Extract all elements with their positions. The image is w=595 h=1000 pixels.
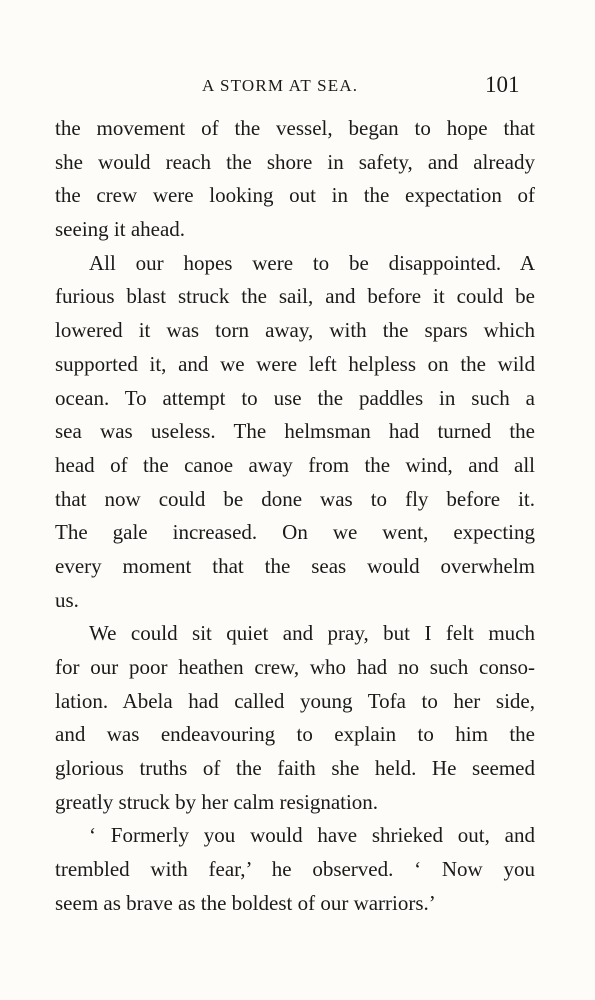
text-line: the crew were looking out in the expectation of — [55, 183, 535, 208]
text-line: she would reach the shore in safety, and already — [55, 149, 535, 174]
text-line: for our poor heathen crew, who had no such conso- — [55, 655, 535, 679]
text-line: We could sit quiet and pray, but I felt much — [89, 621, 535, 646]
text-line: All our hopes were to be disappointed. A — [89, 250, 535, 275]
text-line: The gale increased. On we went, expecting — [55, 520, 535, 545]
text-line: lowered it was torn away, with the spars which — [55, 318, 535, 343]
text-line: seeing it ahead. — [55, 217, 186, 242]
text-line: glorious truths of the faith she held. He seemed — [55, 756, 535, 781]
text-line: supported it, and we were left helpless on the wild — [55, 351, 535, 376]
text-line: ‘ Formerly you would have shrieked out, and — [89, 823, 535, 848]
text-line: ocean. To attempt to use the paddles in such a — [55, 385, 535, 410]
text-line: head of the canoe away from the wind, and all — [55, 452, 535, 477]
chapter-running-title: A STORM AT SEA. — [202, 76, 359, 95]
text-line: trembled with fear,’ he observed. ‘ Now you — [55, 857, 535, 882]
text-line: the movement of the vessel, began to hope that — [55, 116, 535, 140]
page-number: 101 — [485, 72, 520, 97]
body-text — [55, 112, 535, 921]
text-line: us. — [55, 587, 79, 612]
text-line: seem as brave as the boldest of our warriors.’ — [55, 890, 436, 915]
text-line: furious blast struck the sail, and before it could be — [55, 284, 535, 309]
text-line: greatly struck by her calm resignation. — [55, 789, 379, 814]
text-line: every moment that the seas would overwhelm — [55, 553, 535, 578]
text-line: lation. Abela had called young Tofa to her side, — [55, 688, 535, 713]
running-head — [0, 72, 595, 106]
text-line: and was endeavouring to explain to him the — [55, 722, 535, 747]
text-line: sea was useless. The helmsman had turned the — [55, 419, 535, 444]
text-line: that now could be done was to fly before it. — [55, 486, 535, 511]
